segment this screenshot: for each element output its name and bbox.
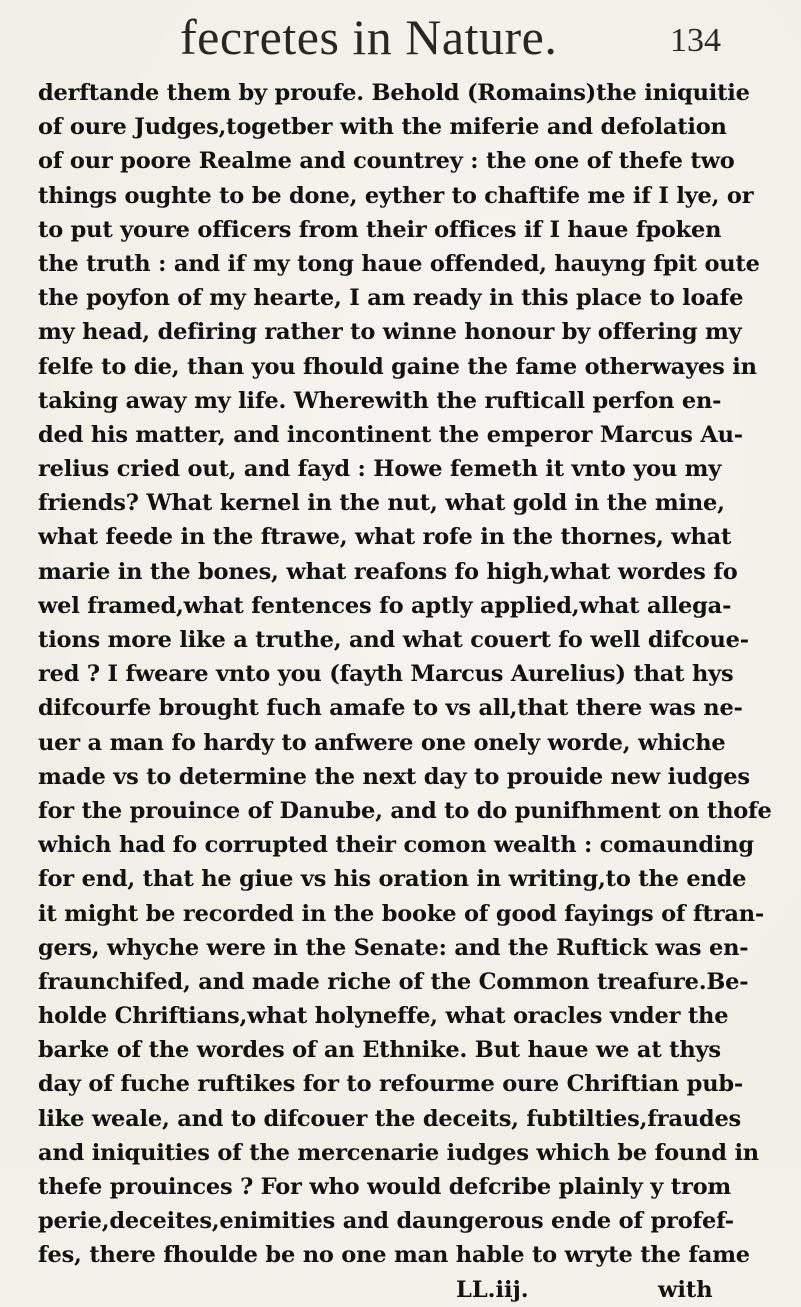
- text-line: for end, that he giue vs his oration in writing,to the ende: [38, 866, 747, 893]
- text-line: what feede in the ftrawe, what rofe in the thornes, what: [38, 524, 732, 551]
- text-line: tions more like a truthe, and what couert fo well difcoue-: [38, 627, 749, 653]
- text-line: my head, defiring rather to winne honour by offering my: [38, 319, 742, 346]
- text-line: fraunchifed, and made riche of the Common treafure.Be-: [38, 968, 749, 995]
- text-line: the truth : and if my tong haue offended, hauyng fpit oute: [38, 250, 760, 277]
- page-number: 134: [670, 22, 721, 59]
- text-line: wel framed,what fentences fo aptly applied,what allega-: [38, 592, 732, 619]
- text-line: of our poore Realme and countrey : the one of thefe two: [38, 148, 735, 175]
- text-line: things oughte to be done, eyther to chaftife me if I lye, or: [38, 182, 754, 209]
- text-line: relius cried out, and fayd : Howe femeth it vnto you my: [38, 456, 722, 483]
- text-line: red ? I fweare vnto you (fayth Marcus Aurelius) that hys: [38, 661, 734, 688]
- text-line: for the prouince of Danube, and to do punifhment on thofe: [38, 797, 772, 824]
- text-line: gers, whyche were in the Senate: and the Ruftick was en-: [38, 934, 749, 961]
- text-line: to put youre officers from their offices if I haue fpoken: [38, 216, 722, 243]
- text-line: like weale, and to difcouer the deceits, fubtilties,fraudes: [38, 1105, 742, 1132]
- text-line: holde Chriftians,what holyneffe, what oracles vnder the: [38, 1003, 729, 1030]
- text-line: of oure Judges,togetber with the miferie and defolation: [38, 114, 727, 141]
- text-line: friends? What kernel in the nut, what gold in the mine,: [38, 490, 725, 517]
- text-line: felfe to die, than you fhould gaine the fame otherwayes in: [38, 353, 757, 380]
- text-line: difcourfe brought fuch amafe to vs all,that there was ne-: [38, 695, 743, 722]
- text-line: day of fuche ruftikes for to refourme oure Chriftian pub-: [38, 1071, 744, 1098]
- text-line: fes, there fhoulde be no one man hable to wryte the fame: [38, 1242, 750, 1269]
- catchword: with: [658, 1276, 713, 1303]
- body-text: [38, 76, 778, 1307]
- text-line: which had fo corrupted their comon wealth : comaunding: [38, 832, 754, 859]
- text-line: ded his matter, and incontinent the emperor Marcus Au-: [38, 421, 743, 448]
- text-line: it might be recorded in the booke of good fayings of ftran-: [38, 900, 765, 927]
- signature-mark: LL.iij.: [456, 1276, 529, 1303]
- text-line: barke of the wordes of an Ethnike. But haue we at thys: [38, 1037, 721, 1064]
- text-line: the poyfon of my hearte, I am ready in this place to loafe: [38, 285, 744, 312]
- text-line: derftande them by proufe. Behold (Romains)the iniquitie: [38, 80, 750, 106]
- page-footer: [38, 1273, 778, 1307]
- text-line: taking away my life. Wherewith the rufticall perfon en-: [38, 387, 722, 414]
- text-line: perie,deceites,enimities and daungerous ende of profef-: [38, 1208, 734, 1235]
- running-title: fecretes in Nature.: [180, 9, 558, 65]
- text-line: and iniquities of the mercenarie iudges which be found in: [38, 1139, 759, 1166]
- page-header: [0, 8, 801, 68]
- text-line: made vs to determine the next day to prouide new iudges: [38, 763, 750, 790]
- text-line: uer a man fo hardy to anfwere one onely worde, whiche: [38, 729, 726, 756]
- text-line: thefe prouinces ? For who would defcribe plainly y trom: [38, 1174, 732, 1200]
- text-line: marie in the bones, what reafons fo high,what wordes fo: [38, 558, 738, 585]
